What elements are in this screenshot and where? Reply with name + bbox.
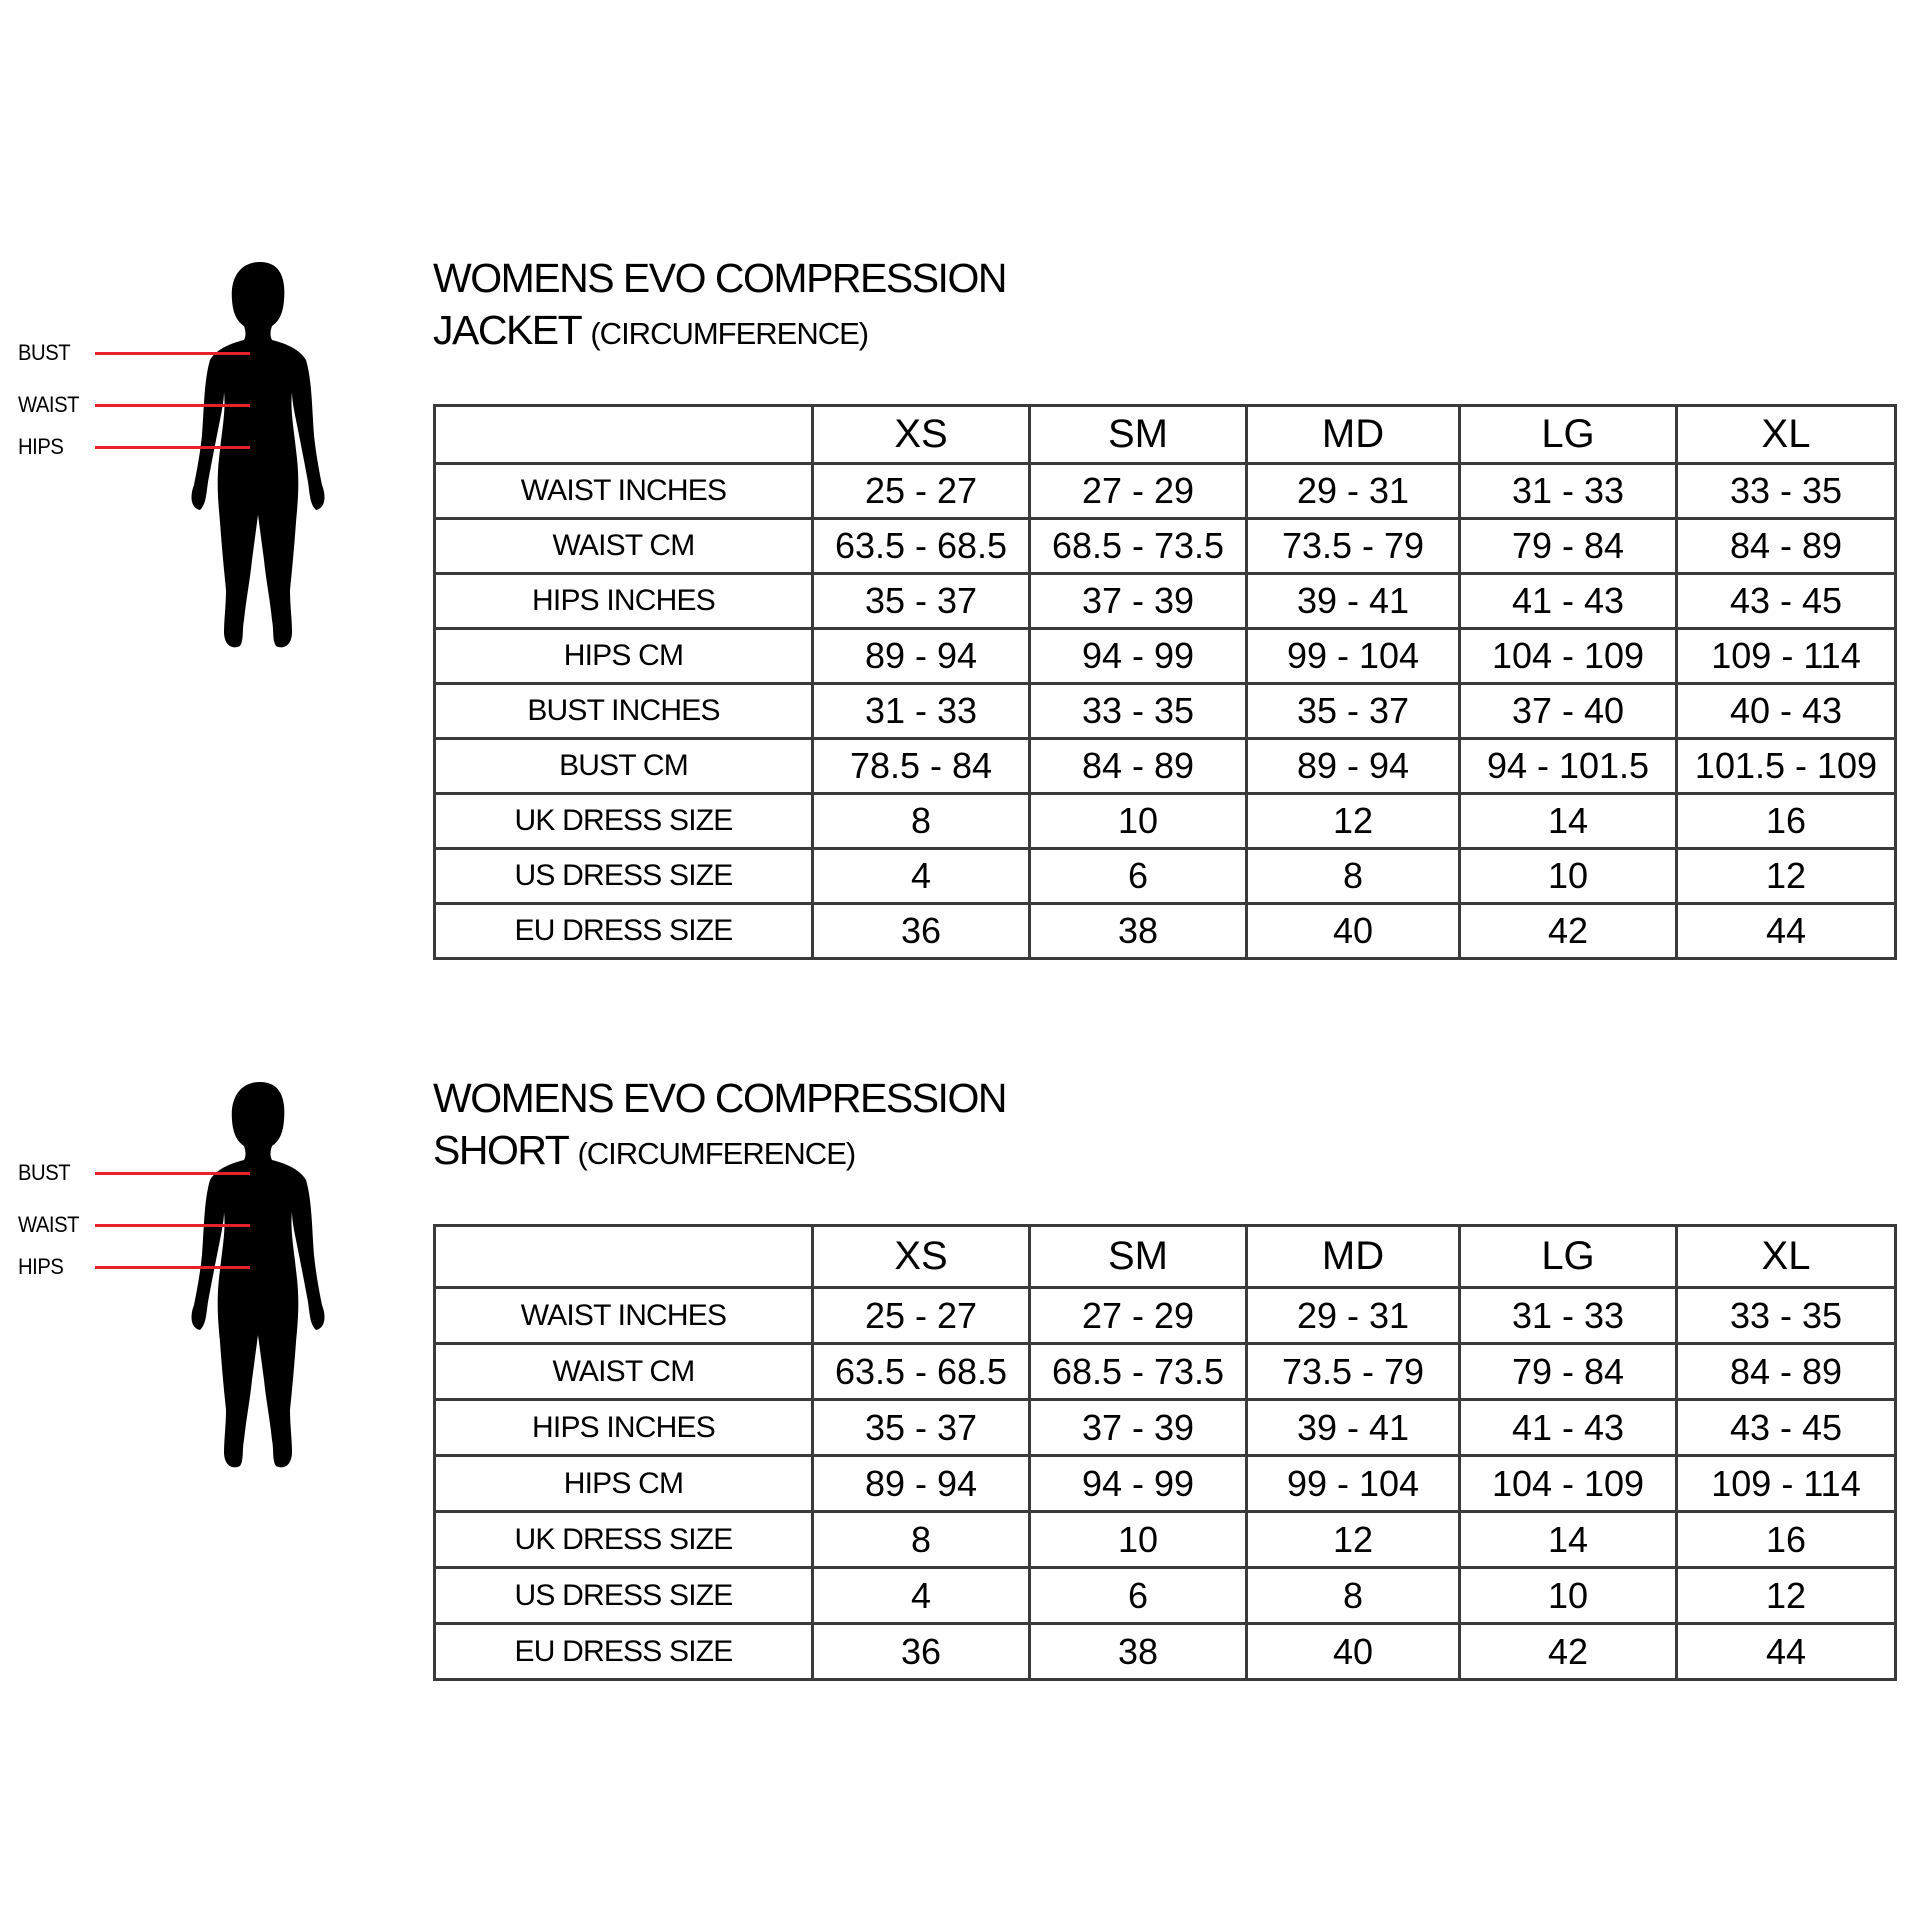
table-cell: 14 [1460, 794, 1677, 849]
table-cell: 12 [1677, 1568, 1896, 1624]
table-cell: 31 - 33 [1460, 1288, 1677, 1344]
table-row [435, 1624, 1896, 1680]
size-column-header: SM [1030, 406, 1247, 464]
table-cell: 16 [1677, 794, 1896, 849]
row-label: UK DRESS SIZE [435, 1512, 813, 1568]
table-cell: 10 [1460, 1568, 1677, 1624]
table-row [435, 1456, 1896, 1512]
table-cell: 12 [1677, 849, 1896, 904]
table-cell: 99 - 104 [1247, 629, 1460, 684]
table-cell: 6 [1030, 849, 1247, 904]
table-cell: 4 [813, 1568, 1030, 1624]
table-cell: 29 - 31 [1247, 1288, 1460, 1344]
table-cell: 14 [1460, 1512, 1677, 1568]
table-cell: 10 [1460, 849, 1677, 904]
chart-title [433, 252, 1006, 360]
table-cell: 12 [1247, 1512, 1460, 1568]
row-label: EU DRESS SIZE [435, 904, 813, 959]
chart-title [433, 1072, 1006, 1180]
title-line-1: WOMENS EVO COMPRESSION [433, 1075, 1006, 1121]
table-cell: 89 - 94 [1247, 739, 1460, 794]
table-cell: 68.5 - 73.5 [1030, 1344, 1247, 1400]
marker-line [95, 1172, 250, 1175]
table-cell: 99 - 104 [1247, 1456, 1460, 1512]
table-cell: 78.5 - 84 [813, 739, 1030, 794]
row-label: EU DRESS SIZE [435, 1624, 813, 1680]
table-row [435, 1568, 1896, 1624]
table-cell: 44 [1677, 904, 1896, 959]
table-cell: 6 [1030, 1568, 1247, 1624]
table-cell: 8 [813, 794, 1030, 849]
size-column-header: MD [1247, 406, 1460, 464]
size-column-header: LG [1460, 1226, 1677, 1288]
size-column-header: SM [1030, 1226, 1247, 1288]
table-cell: 31 - 33 [1460, 464, 1677, 519]
marker-waist [0, 1210, 260, 1240]
marker-line [95, 446, 250, 449]
header-corner-cell [435, 1226, 813, 1288]
marker-hips [0, 1252, 260, 1282]
table-cell: 4 [813, 849, 1030, 904]
marker-label: WAIST [18, 1212, 80, 1237]
table-row [435, 1288, 1896, 1344]
marker-hips [0, 432, 260, 462]
table-cell: 104 - 109 [1460, 629, 1677, 684]
row-label: HIPS INCHES [435, 1400, 813, 1456]
table-cell: 40 [1247, 1624, 1460, 1680]
table-row [435, 794, 1896, 849]
table-cell: 33 - 35 [1030, 684, 1247, 739]
row-label: BUST CM [435, 739, 813, 794]
table-cell: 41 - 43 [1460, 574, 1677, 629]
row-label: WAIST CM [435, 519, 813, 574]
table-cell: 84 - 89 [1677, 1344, 1896, 1400]
table-cell: 43 - 45 [1677, 574, 1896, 629]
header-row [435, 406, 1896, 464]
table-cell: 35 - 37 [1247, 684, 1460, 739]
table-row [435, 849, 1896, 904]
body-figure [0, 240, 340, 660]
table-cell: 40 [1247, 904, 1460, 959]
title-line-2: SHORT [433, 1127, 568, 1173]
row-label: US DRESS SIZE [435, 849, 813, 904]
table-cell: 10 [1030, 794, 1247, 849]
marker-line [95, 1224, 250, 1227]
table-cell: 37 - 39 [1030, 1400, 1247, 1456]
table-cell: 68.5 - 73.5 [1030, 519, 1247, 574]
table-cell: 109 - 114 [1677, 629, 1896, 684]
marker-label: WAIST [18, 392, 80, 417]
table-cell: 79 - 84 [1460, 519, 1677, 574]
table-cell: 10 [1030, 1512, 1247, 1568]
table-cell: 35 - 37 [813, 1400, 1030, 1456]
table-cell: 73.5 - 79 [1247, 519, 1460, 574]
table-cell: 8 [813, 1512, 1030, 1568]
table-cell: 94 - 99 [1030, 1456, 1247, 1512]
row-label: WAIST CM [435, 1344, 813, 1400]
table-cell: 37 - 39 [1030, 574, 1247, 629]
marker-waist [0, 390, 260, 420]
table-cell: 31 - 33 [813, 684, 1030, 739]
size-column-header: MD [1247, 1226, 1460, 1288]
table-cell: 73.5 - 79 [1247, 1344, 1460, 1400]
table-cell: 42 [1460, 1624, 1677, 1680]
size-column-header: XL [1677, 1226, 1896, 1288]
table-cell: 8 [1247, 1568, 1460, 1624]
title-subtitle: (CIRCUMFERENCE) [590, 316, 869, 351]
table-cell: 84 - 89 [1030, 739, 1247, 794]
table-cell: 101.5 - 109 [1677, 739, 1896, 794]
table-cell: 12 [1247, 794, 1460, 849]
table-cell: 104 - 109 [1460, 1456, 1677, 1512]
table-row [435, 904, 1896, 959]
marker-label: BUST [18, 1160, 71, 1185]
row-label: WAIST INCHES [435, 1288, 813, 1344]
table-cell: 27 - 29 [1030, 1288, 1247, 1344]
row-label: UK DRESS SIZE [435, 794, 813, 849]
table-cell: 79 - 84 [1460, 1344, 1677, 1400]
table-cell: 42 [1460, 904, 1677, 959]
marker-label: BUST [18, 340, 71, 365]
row-label: WAIST INCHES [435, 464, 813, 519]
table-cell: 25 - 27 [813, 1288, 1030, 1344]
table-cell: 40 - 43 [1677, 684, 1896, 739]
table-row [435, 1512, 1896, 1568]
table-row [435, 464, 1896, 519]
table-cell: 84 - 89 [1677, 519, 1896, 574]
size-column-header: XS [813, 406, 1030, 464]
table-cell: 16 [1677, 1512, 1896, 1568]
marker-line [95, 404, 250, 407]
marker-label: HIPS [18, 1254, 64, 1279]
row-label: HIPS INCHES [435, 574, 813, 629]
table-row [435, 1344, 1896, 1400]
header-corner-cell [435, 406, 813, 464]
table-cell: 37 - 40 [1460, 684, 1677, 739]
table-cell: 29 - 31 [1247, 464, 1460, 519]
marker-label: HIPS [18, 434, 64, 459]
table-cell: 94 - 101.5 [1460, 739, 1677, 794]
size-column-header: LG [1460, 406, 1677, 464]
table-cell: 39 - 41 [1247, 574, 1460, 629]
size-table [433, 404, 1897, 960]
table-cell: 39 - 41 [1247, 1400, 1460, 1456]
table-cell: 36 [813, 904, 1030, 959]
size-column-header: XL [1677, 406, 1896, 464]
size-column-header: XS [813, 1226, 1030, 1288]
table-row [435, 684, 1896, 739]
table-cell: 38 [1030, 904, 1247, 959]
table-cell: 43 - 45 [1677, 1400, 1896, 1456]
table-row [435, 739, 1896, 794]
table-cell: 38 [1030, 1624, 1247, 1680]
table-cell: 33 - 35 [1677, 464, 1896, 519]
table-cell: 109 - 114 [1677, 1456, 1896, 1512]
table-cell: 8 [1247, 849, 1460, 904]
table-row [435, 629, 1896, 684]
table-cell: 44 [1677, 1624, 1896, 1680]
marker-bust [0, 1158, 260, 1188]
title-line-2: JACKET [433, 307, 581, 353]
title-subtitle: (CIRCUMFERENCE) [577, 1136, 856, 1171]
title-line-1: WOMENS EVO COMPRESSION [433, 255, 1006, 301]
marker-line [95, 352, 250, 355]
table-cell: 63.5 - 68.5 [813, 519, 1030, 574]
table-row [435, 1400, 1896, 1456]
row-label: HIPS CM [435, 629, 813, 684]
table-cell: 25 - 27 [813, 464, 1030, 519]
table-cell: 89 - 94 [813, 629, 1030, 684]
row-label: US DRESS SIZE [435, 1568, 813, 1624]
body-figure [0, 1060, 340, 1480]
table-cell: 36 [813, 1624, 1030, 1680]
row-label: BUST INCHES [435, 684, 813, 739]
row-label: HIPS CM [435, 1456, 813, 1512]
table-cell: 89 - 94 [813, 1456, 1030, 1512]
table-cell: 27 - 29 [1030, 464, 1247, 519]
table-cell: 63.5 - 68.5 [813, 1344, 1030, 1400]
table-cell: 41 - 43 [1460, 1400, 1677, 1456]
table-row [435, 519, 1896, 574]
table-cell: 94 - 99 [1030, 629, 1247, 684]
header-row [435, 1226, 1896, 1288]
table-cell: 35 - 37 [813, 574, 1030, 629]
table-row [435, 574, 1896, 629]
size-table [433, 1224, 1897, 1681]
marker-line [95, 1266, 250, 1269]
marker-bust [0, 338, 260, 368]
table-cell: 33 - 35 [1677, 1288, 1896, 1344]
